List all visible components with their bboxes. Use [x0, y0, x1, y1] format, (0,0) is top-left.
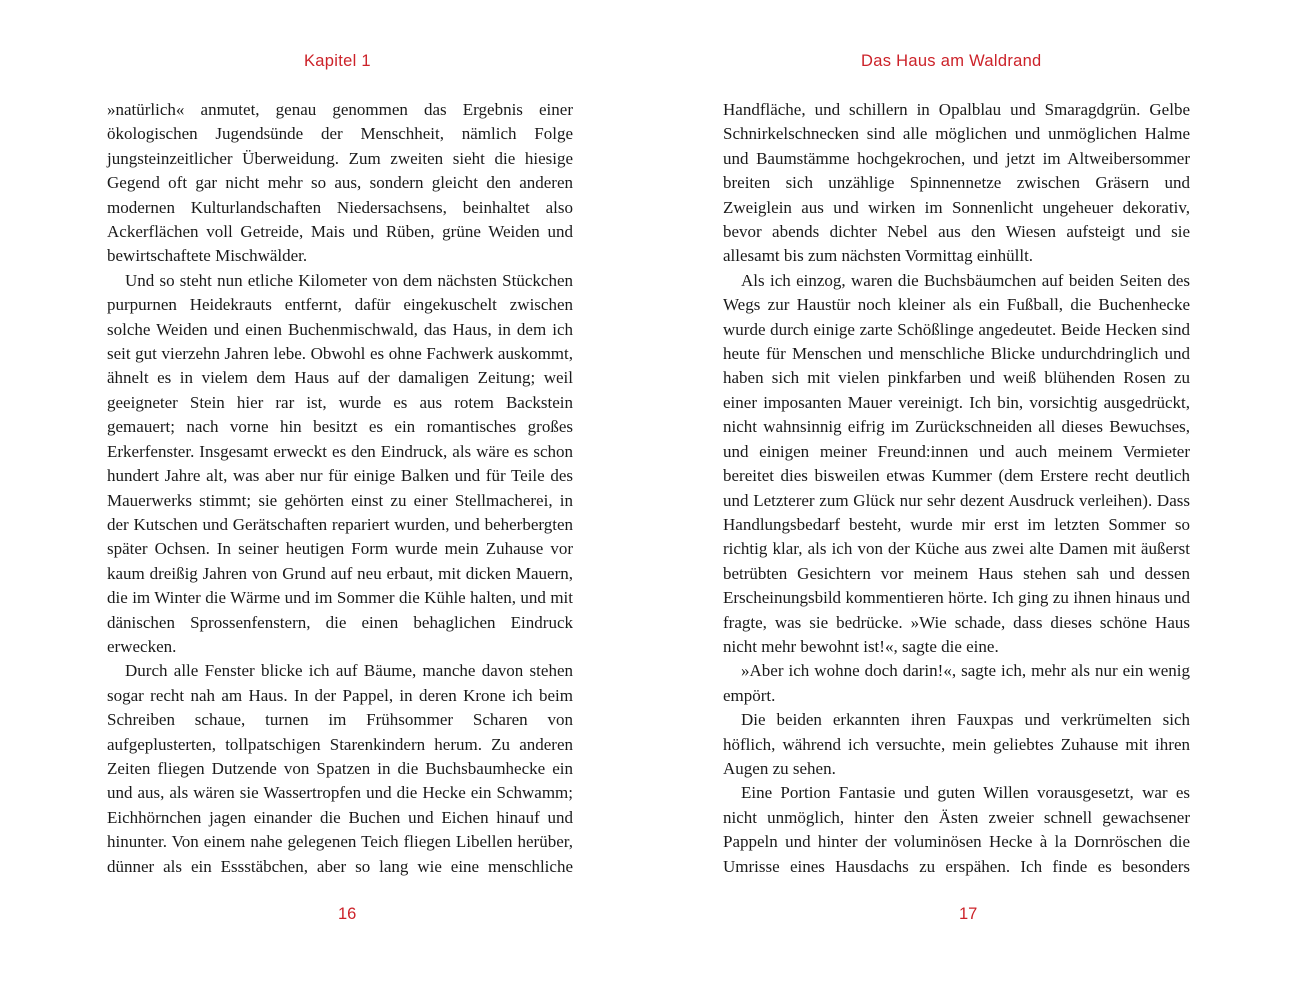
paragraph: »natürlich« anmutet, genau genommen das Ergebnis einer ökologischen Jugendsünde der Menschheit, nämlich Folge jungsteinzeitlicher Überweidung. Zum zweiten sieht die hiesige Gegend oft gar nicht mehr so aus, sondern gleicht den anderen modernen Kulturlandschaften Niedersachsens, beinhaltet also Ackerflächen voll Getreide, Mais und Rüben, grüne Weiden und bewirtschaftete Mischwälder.	[107, 100, 573, 266]
running-head-right: Das Haus am Waldrand	[861, 52, 1042, 70]
left-page	[0, 0, 647, 1000]
paragraph: Eine Portion Fantasie und guten Willen vorausgesetzt, war es nicht unmöglich, hinter den Ästen zweier schnell gewachsener Pappeln und hinter der voluminösen Hecke à la Dornröschen die Umrisse eines Hausdachs zu erspähen. Ich finde es besonders	[723, 783, 1190, 876]
right-page-body	[723, 98, 1190, 879]
paragraph: Und so steht nun etliche Kilometer von dem nächsten Stückchen purpurnen Heidekrauts entfernt, dafür eingekuschelt zwischen solche Weiden und einen Buchenmischwald, das Haus, in dem ich seit gut vierzehn Jahren lebe. Obwohl es ohne Fachwerk auskommt, ähnelt es in vielem dem Haus auf der damaligen Zeitung; weil geeigneter Stein hier rar ist, wurde es aus rotem Backstein gemauert; nach vorne hin besitzt es ein romantisches großes Erkerfenster. Insgesamt erweckt es den Eindruck, als wäre es schon hundert Jahre alt, was aber nur für einige Balken und für Teile des Mauerwerks stimmt; sie gehörten einst zu einer Stellmacherei, in der Kutschen und Gerätschaften repariert wurden, und beherbergten später Ochsen. In seiner heutigen Form wurde mein Zuhause vor kaum dreißig Jahren von Grund auf neu erbaut, mit dicken Mauern, die im Winter die Wärme und im Sommer die Kühle halten, und mit dänischen Sprossenfenstern, die einen behaglichen Eindruck erwecken.	[107, 270, 573, 656]
page-number-left: 16	[338, 905, 357, 923]
right-page	[647, 0, 1295, 1000]
paragraph: Handfläche, und schillern in Opalblau und Smaragdgrün. Gelbe Schnirkelschnecken sind alle möglichen und unmöglichen Halme und Baumstämme hochgekrochen, und jetzt im Altweibersommer breiten sich unzählige Spinnennetze zwischen Gräsern und Zweiglein aus und wirken im Sonnenlicht ungeheuer dekorativ, bevor abends dichter Nebel aus den Wiesen aufsteigt und sie allesamt bis zum nächsten Vormittag einhüllt.	[723, 100, 1190, 266]
page-number-right: 17	[959, 905, 978, 923]
paragraph: »Aber ich wohne doch darin!«, sagte ich, mehr als nur ein wenig empört.	[723, 661, 1190, 705]
running-head-left: Kapitel 1	[304, 52, 371, 70]
paragraph: Durch alle Fenster blicke ich auf Bäume, manche davon stehen sogar recht nah am Haus. In der Pappel, in deren Krone ich beim Schreiben schaue, turnen im Frühsommer Scharen von aufgeplusterten, tollpatschigen Starenkindern herum. Zu anderen Zeiten fliegen Dutzende von Spatzen in die Buchsbaumhecke ein und aus, als wären sie Wassertropfen und die Hecke ein Schwamm; Eichhörnchen jagen einander die Buchen und Eichen hinauf und hinunter. Von einem nahe gelegenen Teich fliegen Libellen herüber, dünner als ein Essstäbchen, aber so lang wie eine menschliche	[107, 661, 573, 876]
paragraph: Als ich einzog, waren die Buchsbäumchen auf beiden Seiten des Wegs zur Haustür noch kleiner als ein Fußball, die Buchenhecke wurde durch einige zarte Schößlinge angedeutet. Beide Hecken sind heute für Menschen und menschliche Blicke undurchdringlich und haben sich mit vielen pinkfarben und weiß blühenden Rosen zu einer imposanten Mauer vereinigt. Ich bin, vorsichtig ausgedrückt, nicht wahnsinnig eifrig im Zurückschneiden all dieses Bewuchses, und einigen meiner Freund:innen und auch meinem Vermieter bereitet dies bisweilen etwas Kummer (dem Erstere recht deutlich und Letzterer zum Glück nur sehr dezent Ausdruck verleihen). Dass Handlungsbedarf besteht, wurde mir erst im letzten Sommer so richtig klar, als ich von der Küche aus zwei alte Damen mit äußerst betrübten Gesichtern vor meinem Haus stehen sah und dessen Erscheinungsbild kommentieren hörte. Ich ging zu ihnen hinaus und fragte, was sie bedrücke. »Wie schade, dass dieses schöne Haus nicht mehr bewohnt ist!«, sagte die eine.	[723, 270, 1190, 656]
paragraph: Die beiden erkannten ihren Fauxpas und verkrümelten sich höflich, während ich versuchte, mein geliebtes Zuhause mit ihren Augen zu sehen.	[723, 710, 1190, 778]
left-page-body	[107, 98, 573, 879]
